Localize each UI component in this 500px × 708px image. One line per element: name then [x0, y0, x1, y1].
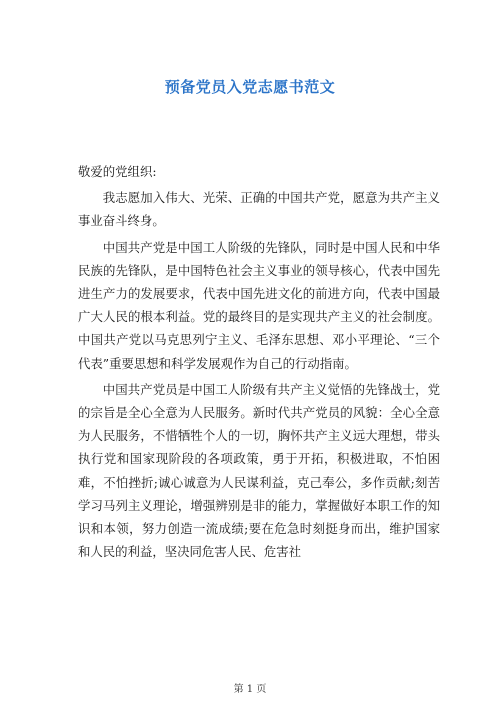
document-body — [78, 160, 440, 566]
document-title: 预备党员入党志愿书范文 — [164, 78, 336, 96]
salutation: 敬爱的党组织: — [78, 164, 157, 179]
paragraph-2: 中国共产党是中国工人阶级的先锋队，同时是中国人民和中华民族的先锋队，是中国特色社会主义事业的领导核心，代表中国先进生产力的发展要求，代表中国先进文化的前进方向，代表中国最广大人民的根本利益。党的最终目的是实现共产主义的社会制度。中国共产党以马克思列宁主义、毛泽东思想、邓小平理论、“三个代表”重要思想和科学发展观作为自己的行动指南。 — [78, 239, 440, 371]
paragraph-3: 中国共产党员是中国工人阶级有共产主义觉悟的先锋战士，党的宗旨是全心全意为人民服务。新时代共产党员的风貌：全心全意为人民服务，不惜牺牲个人的一切，胸怀共产主义远大理想，带头执行党和国家现阶段的各项政策，勇于开拓，积极进取，不怕困难，不怕挫折;诚心诚意为人民谋利益，克己奉公，多作贡献;刻苦学习马列主义理论，增强辨别是非的能力，掌握做好本职工作的知识和本领，努力创造一流成绩;要在危急时刻挺身而出，维护国家和人民的利益，坚决同危害人民、危害社 — [78, 381, 440, 560]
paragraph-1: 我志愿加入伟大、光荣、正确的中国共产党，愿意为共产主义事业奋斗终身。 — [78, 190, 440, 229]
page-number: 第 1 页 — [233, 684, 267, 695]
